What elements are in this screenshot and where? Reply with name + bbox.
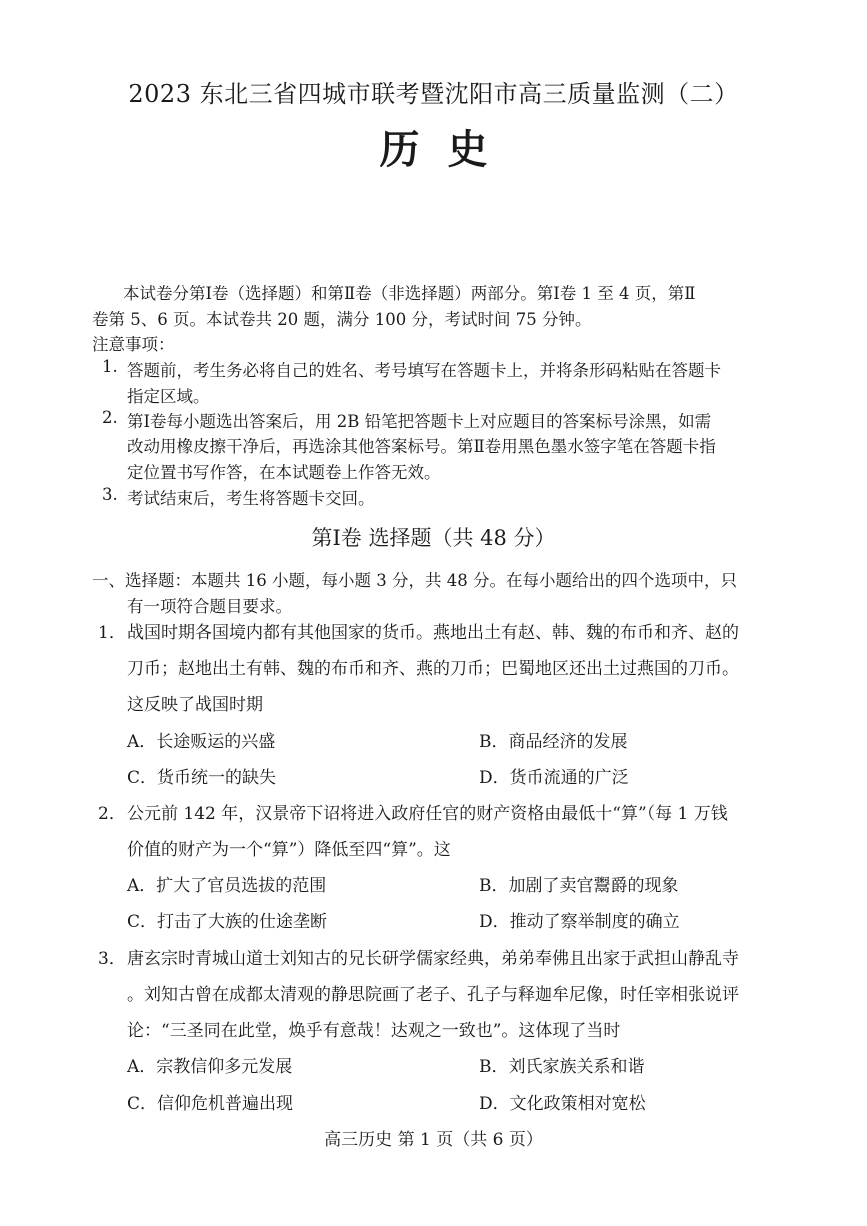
answer-option-d[interactable]: D．文化政策相对宽松: [479, 1094, 646, 1114]
question-stem-line: 这反映了战国时期: [127, 695, 263, 715]
answer-option-c[interactable]: C．货币统一的缺失: [127, 768, 277, 788]
question-stem-line: 唐玄宗时青城山道士刘知古的兄长研学儒家经典，弟弟奉佛且出家于武担山静乱寺: [127, 949, 739, 969]
note-line: 定位置书写作答，在本试题卷上作答无效。: [127, 463, 441, 482]
answer-option-a[interactable]: A．宗教信仰多元发展: [127, 1057, 293, 1077]
subject-title: 历史: [379, 126, 516, 173]
section-instructions: 一、选择题：本题共 16 小题，每小题 3 分，共 48 分。在每小题给出的四个选项中，只: [92, 571, 737, 590]
question-number: 3．: [98, 949, 126, 969]
question-stem-line: 刀币；赵地出土有韩、魏的布币和齐、燕的刀币；巴蜀地区还出土过燕国的刀币。: [127, 659, 739, 679]
exam-title: 2023 东北三省四城市联考暨沈阳市高三质量监测（二）: [128, 80, 739, 108]
note-line: 第Ⅰ卷每小题选出答案后，用 2B 铅笔把答题卡上对应题目的答案标号涂黑，如需: [127, 412, 712, 431]
section-title: 第Ⅰ卷 选择题（共 48 分）: [311, 526, 556, 550]
answer-option-c[interactable]: C．打击了大族的仕途垄断: [127, 912, 328, 932]
question-stem-line: 价值的财产为一个“算”）降低至四“算”。这: [127, 840, 451, 860]
note-line: 考试结束后，考生将答题卡交回。: [127, 489, 375, 508]
answer-option-a[interactable]: A．长途贩运的兴盛: [127, 732, 276, 752]
note-line: 指定区域。: [127, 387, 210, 406]
answer-option-a[interactable]: A．扩大了官员选拔的范围: [127, 876, 327, 896]
note-line: 答题前，考生务必将自己的姓名、考号填写在答题卡上，并将条形码粘贴在答题卡: [127, 361, 721, 380]
answer-option-c[interactable]: C．信仰危机普遍出现: [127, 1094, 294, 1114]
page-footer: 高三历史 第 1 页（共 6 页）: [324, 1130, 543, 1150]
note-number: 2.: [102, 408, 118, 427]
question-number: 2．: [98, 804, 126, 824]
answer-option-d[interactable]: D．货币流通的广泛: [479, 768, 629, 788]
question-stem-line: 战国时期各国境内都有其他国家的货币。燕地出土有赵、韩、魏的布币和齐、赵的: [127, 623, 739, 643]
note-number: 3.: [102, 485, 118, 504]
note-number: 1.: [102, 357, 118, 376]
section-instructions: 有一项符合题目要求。: [127, 597, 292, 616]
notes-heading: 注意事项：: [92, 335, 175, 354]
question-stem-line: 公元前 142 年，汉景帝下诏将进入政府任官的财产资格由最低十“算”（每 1 万钱: [127, 804, 728, 824]
intro-line-2: 卷第 5、6 页。本试卷共 20 题，满分 100 分，考试时间 75 分钟。: [92, 310, 592, 329]
answer-option-d[interactable]: D．推动了察举制度的确立: [479, 912, 680, 932]
answer-option-b[interactable]: B．加剧了卖官鬻爵的现象: [479, 876, 679, 896]
note-line: 改动用橡皮擦干净后，再选涂其他答案标号。第Ⅱ卷用黑色墨水签字笔在答题卡指: [127, 437, 716, 456]
question-stem-line: 论：“三圣同在此堂，焕乎有意哉！达观之一致也”。这体现了当时: [127, 1021, 621, 1041]
question-stem-line: 。刘知古曾在成都太清观的静思院画了老子、孔子与释迦牟尼像，时任宰相张说评: [127, 985, 739, 1005]
answer-option-b[interactable]: B．刘氏家族关系和谐: [479, 1057, 645, 1077]
question-number: 1．: [98, 623, 126, 643]
intro-line-1: 本试卷分第Ⅰ卷（选择题）和第Ⅱ卷（非选择题）两部分。第Ⅰ卷 1 至 4 页，第Ⅱ: [123, 284, 696, 303]
answer-option-b[interactable]: B．商品经济的发展: [479, 732, 628, 752]
